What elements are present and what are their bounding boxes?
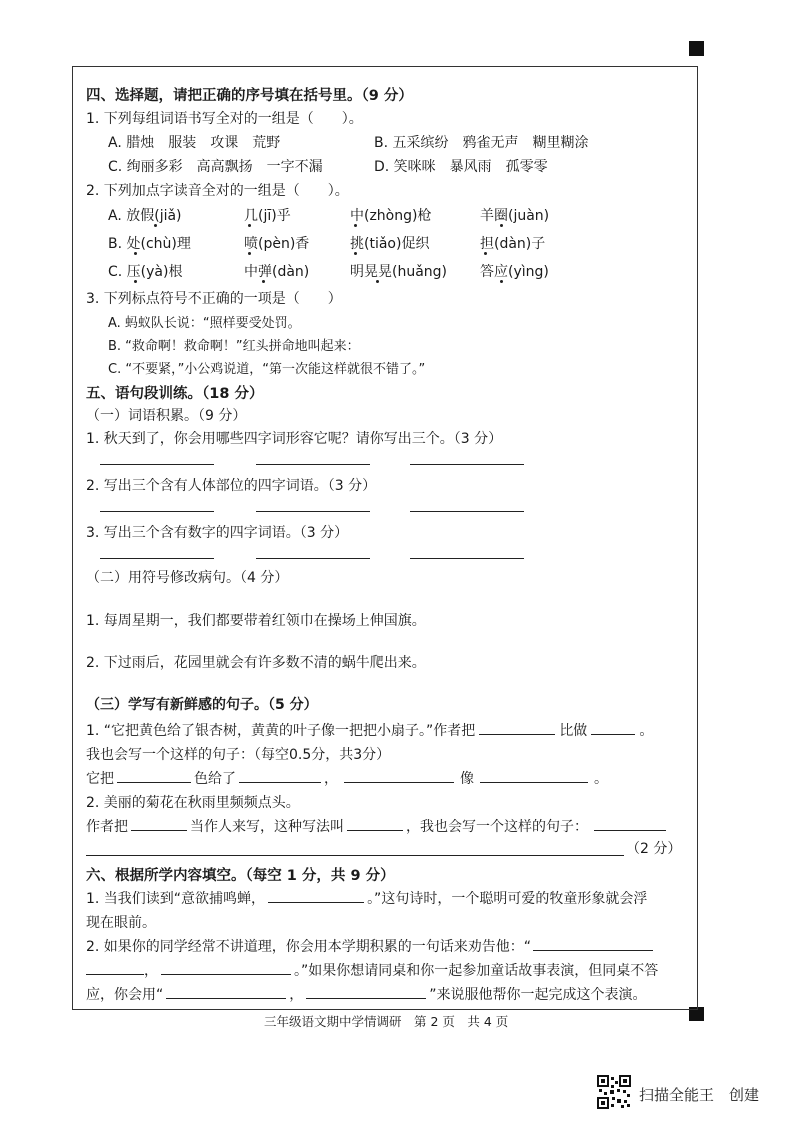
q5-2-2[interactable]: 2. 下过雨后，花园里就会有许多数不清的蜗牛爬出来。 [86, 655, 426, 671]
q4-2-b-3: 挑(tiǎo)促织 [350, 236, 430, 252]
q4-2-b-1[interactable]: B. 处(chù)理 [108, 236, 191, 252]
q6-2-blank-2[interactable] [86, 960, 144, 975]
q5-3-2-blank-1[interactable] [131, 816, 187, 831]
q5-3-1-l3-blank-1[interactable] [117, 768, 191, 783]
emphasis-dot [262, 280, 265, 283]
q5-3-1-l3-a: 它把 [86, 771, 114, 787]
q5-1-2-answer-3[interactable] [410, 511, 524, 512]
q6-2-c: 。”如果你想请同桌和你一起参加童话故事表演，但同桌不答 [294, 963, 659, 979]
section-5-part3-title: （三）学写有新鲜感的句子。（5 分） [86, 697, 318, 713]
emphasis-dot [248, 224, 251, 227]
q6-2-f: ”来说服他帮你一起完成这个表演。 [429, 987, 647, 1003]
q5-3-2-score: （2 分） [626, 841, 682, 857]
q6-2-blank-1[interactable] [533, 936, 653, 951]
q6-1-line2: 现在眼前。 [86, 915, 156, 931]
q5-2-1[interactable]: 1. 每周星期一，我们都要带着红领巾在操场上伸国旗。 [86, 613, 426, 629]
q5-3-2-a: 作者把 [86, 819, 128, 835]
emphasis-dot [154, 224, 157, 227]
q4-1-option-a[interactable]: A. 腊烛 服装 攻课 荒野 [108, 135, 281, 151]
q6-2-a: 2. 如果你的同学经常不讲道理，你会用本学期积累的一句话来劝告他：“ [86, 939, 532, 955]
q5-3-1-text-b: 比做 [559, 723, 588, 739]
q5-3-2-blank-3[interactable] [594, 816, 666, 831]
qr-code-icon [597, 1075, 631, 1109]
corner-mark-top-right [689, 41, 704, 56]
q4-1-option-b[interactable]: B. 五采缤纷 鸦雀无声 糊里糊涂 [374, 135, 589, 151]
q5-3-1-l3-b: 色给了 [194, 771, 236, 787]
q5-3-1-l3-d: 像 [460, 771, 474, 787]
q6-2-d: 应，你会用“ [86, 987, 164, 1003]
q5-1-2-answer-2[interactable] [256, 511, 370, 512]
q4-1-option-c[interactable]: C. 绚丽多彩 高高飘扬 一字不漏 [108, 159, 323, 175]
page-footer: 三年级语文期中学情调研 第 2 页 共 4 页 [264, 1014, 509, 1029]
q4-3-option-b[interactable]: B. “救命啊！救命啊！”红头拼命地叫起来： [108, 339, 360, 354]
q5-3-1-blank-2[interactable] [591, 720, 635, 735]
q5-3-1-line2: 我也会写一个这样的句子：（每空0.5分，共3分） [86, 747, 391, 763]
q4-2-a-4: 羊圈(juàn) [480, 208, 550, 224]
emphasis-dot [354, 224, 357, 227]
q5-3-2-line2 [86, 816, 666, 836]
q6-2-line2 [86, 960, 658, 980]
q4-2-c-2: 中弹(dàn) [244, 264, 310, 280]
q5-3-1-end: 。 [639, 723, 654, 739]
scanner-label: 扫描全能王 创建 [639, 1086, 760, 1104]
section-6-title: 六、根据所学内容填空。（每空 1 分，共 9 分） [86, 868, 395, 884]
q4-2-a-1[interactable]: A. 放假(jiǎ) [108, 208, 182, 224]
emphasis-dot [484, 252, 487, 255]
emphasis-dot [500, 224, 503, 227]
q5-1-2-stem: 2. 写出三个含有人体部位的四字词语。（3 分） [86, 478, 377, 494]
q6-2-b: ， [144, 963, 158, 979]
q5-1-3-answer-1[interactable] [100, 558, 214, 559]
q6-2-blank-3[interactable] [161, 960, 291, 975]
q5-3-1-line3 [86, 768, 608, 788]
q5-3-1-l3-blank-3[interactable] [344, 768, 454, 783]
emphasis-dot [376, 280, 379, 283]
q5-3-1-l3-end: 。 [594, 771, 608, 787]
section-5-part2-title: （二）用符号修改病句。（4 分） [86, 570, 289, 586]
q4-2-c-4: 答应(yìng) [480, 264, 549, 280]
emphasis-dot [354, 252, 357, 255]
q6-2-blank-5[interactable] [306, 984, 426, 999]
q5-1-1-answer-3[interactable] [410, 464, 524, 465]
section-5-title: 五、语句段训练。（18 分） [86, 386, 264, 402]
q4-2-b-4: 担(dàn)子 [480, 236, 546, 252]
q6-1-line1 [86, 888, 647, 908]
q4-2-a-3: 中(zhòng)枪 [350, 208, 432, 224]
q5-3-1-line1 [86, 720, 653, 740]
q5-1-1-answer-2[interactable] [256, 464, 370, 465]
q5-3-1-text-a: 1. “它把黄色给了银杏树，黄黄的叶子像一把把小扇子。”作者把 [86, 723, 476, 739]
section-5-part1-title: （一）词语积累。（9 分） [86, 408, 247, 424]
q5-1-1-answer-1[interactable] [100, 464, 214, 465]
q6-2-line3 [86, 984, 647, 1004]
q4-2-c-3: 明晃晃(huǎng) [350, 264, 448, 280]
q5-3-2-stem: 2. 美丽的菊花在秋雨里频频点头。 [86, 795, 300, 811]
q5-3-1-l3-blank-4[interactable] [480, 768, 588, 783]
q5-3-2-sentence-line[interactable] [86, 855, 624, 856]
q4-3-option-a[interactable]: A. 蚂蚁队长说：“照样要受处罚。 [108, 316, 301, 331]
q4-3-stem: 3. 下列标点符号不正确的一项是（ ） [86, 291, 342, 307]
q5-3-2-blank-2[interactable] [347, 816, 403, 831]
emphasis-dot [134, 280, 137, 283]
q5-1-1-stem: 1. 秋天到了，你会用哪些四字词形容它呢？请你写出三个。（3 分） [86, 431, 503, 447]
q4-1-option-d[interactable]: D. 笑咪咪 暴风雨 孤零零 [374, 159, 548, 175]
q5-3-2-c: ，我也会写一个这样的句子： [406, 819, 588, 835]
q4-2-stem: 2. 下列加点字读音全对的一组是（ ）。 [86, 183, 349, 199]
q6-1-blank[interactable] [268, 888, 364, 903]
q6-1-b: 。”这句诗时，一个聪明可爱的牧童形象就会浮 [367, 891, 648, 907]
emphasis-dot [134, 252, 137, 255]
q6-2-line1 [86, 936, 653, 956]
q6-2-e: ， [289, 987, 304, 1003]
q4-3-option-c[interactable]: C. “不要紧，”小公鸡说道，“第一次能这样就很不错了。” [108, 362, 426, 377]
q5-3-1-l3-c: ， [324, 771, 338, 787]
q4-2-b-2: 喷(pèn)香 [244, 236, 310, 252]
q4-2-c-1[interactable]: C. 压(yà)根 [108, 264, 183, 280]
q4-2-a-2: 几(jī)乎 [244, 208, 291, 224]
q6-1-a: 1. 当我们读到“意欲捕鸣蝉， [86, 891, 266, 907]
q5-1-3-answer-2[interactable] [256, 558, 370, 559]
q5-1-2-answer-1[interactable] [100, 511, 214, 512]
q5-1-3-stem: 3. 写出三个含有数字的四字词语。（3 分） [86, 525, 349, 541]
emphasis-dot [500, 280, 503, 283]
q5-3-1-blank-1[interactable] [479, 720, 555, 735]
section-4-title: 四、选择题，请把正确的序号填在括号里。（9 分） [86, 88, 413, 104]
q5-3-1-l3-blank-2[interactable] [239, 768, 321, 783]
q6-2-blank-4[interactable] [166, 984, 286, 999]
q4-1-stem: 1. 下列每组词语书写全对的一组是（ ）。 [86, 111, 363, 127]
q5-1-3-answer-3[interactable] [410, 558, 524, 559]
emphasis-dot [248, 252, 251, 255]
q5-3-2-b: 当作人来写，这种写法叫 [190, 819, 344, 835]
